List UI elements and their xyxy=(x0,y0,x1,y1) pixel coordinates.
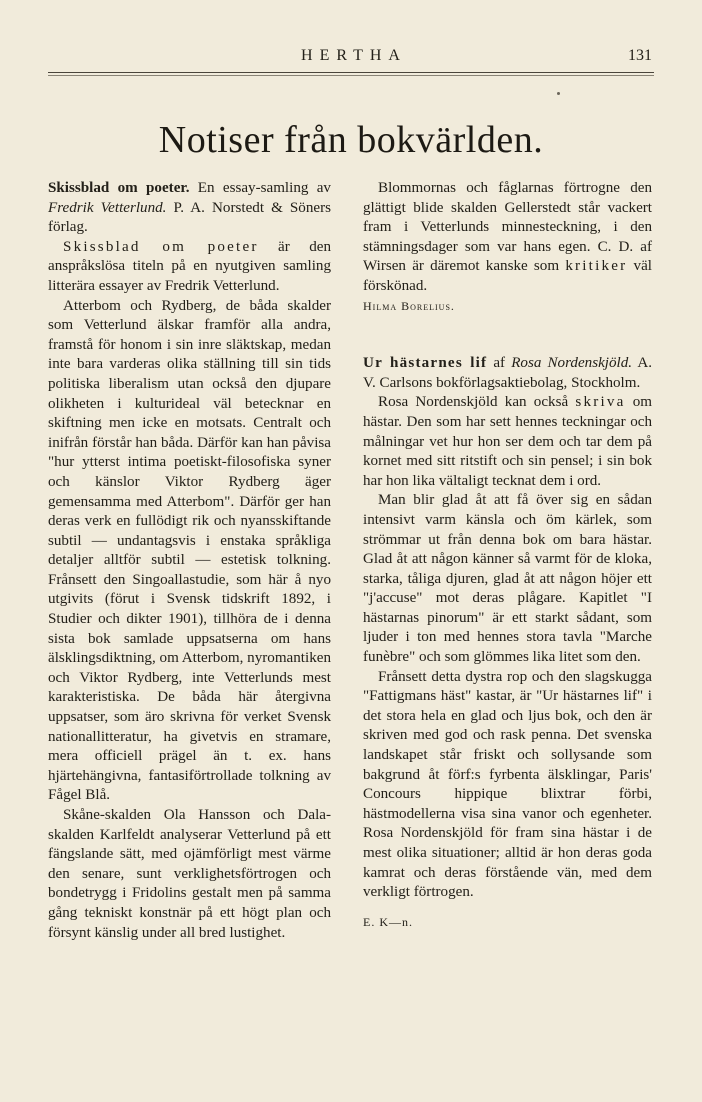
review-2-para1-a: Rosa Nordenskjöld kan också xyxy=(378,394,576,411)
continuation-a: Blommornas och fåglarnas förtrogne den glättigt blide skalden Gellerstedt står vackert fram i Vetterlunds minnesteckning, i den stämningsdager som var hans egen. C. D. af Wirsen är däremot kanske som xyxy=(363,180,652,275)
print-speck xyxy=(557,92,560,95)
left-column xyxy=(48,179,331,943)
review-1-paragraph-3: Skåne-skalden Ola Hansson och Dala-skalden Karlfeldt analyserar Vetterlund på ett fängslande sätt, med ojämförligt mest värme den senare, sunt verklighetsförtrogen och bondetrygg i Fridolins gestalt men på samma gång tekniskt konstnär på ett högt plan och försynt känslig under all bred lustighet. xyxy=(48,807,331,941)
review-1-paragraph-2: Atterbom och Rydberg, de båda skalder som Vetterlund älskar framför alla andra, framstå för honom i sin inre släktskap, medan inte bara varderas olika ställning till sin tids politiska liberalism utan också den djupare olikheten i kulturideal väl betecknar en skiftning men icke en motsats. Centralt och inifrån förstår han båda. Därför kan han påvisa "hur ytterst intima poetiskt-filosofiska syner och känslor Viktor Rydberg äger gemensamma med Atterbom". Därför ger han deras verk en fullödigt rik och nyansskiftande subtil — undantagsvis i enstaka språkliga detaljer alltför subtil — estetisk tolkning. Frånsett den Singoallastudie, som här å nyo utgivits (förut i Svensk tidskrift 1892, i Studier och dikter 1901), tillhöra de i denna sista bok samlade uppsatserna om hans älsklingsdiktning, om Atterbom, nyromantiken och Viktor Rydberg, inte Vetterlunds mest karakteristiska. De båda här återgivna uppsatser, som äro skrivna för verket Svensk nationallitteratur, ha givetvis en stramare, mera officiell prägel än t. ex. hans hjärtehängivna, fantasiförtrollade tolkning av Fågel Blå. xyxy=(48,297,331,804)
review-2-para1-spaced: skriva xyxy=(575,394,626,411)
review-1-desc-a: En essay-samling av xyxy=(189,180,331,196)
continuation-b: väl förskönad. xyxy=(363,258,652,294)
review-2-paragraph-3: Frånsett detta dystra rop och den slagskugga "Fattigmans häst" kastar, är "Ur hästarnes lif" i det stora hela en glad och ljus bok, och den är skriven med god och rask penna. Det svenska landskapet står friskt och sollysande som bakgrund åt förf:s fyrbenta älsklingar, Paris' Concours hippique blixtrar förbi, hästmodellerna visa sina vanor och egenheter. Rosa Nordenskjöld för fram sina hästar i de mest olika situationer; alltid är hon deras goda kamrat och deras förstående vän, med dem verkligt förtrogen. xyxy=(363,668,652,901)
review-1-para1-rest: är den anspråkslösa titeln på en nyutgiven samling litterära essayer av Fredrik Vetterlund. xyxy=(48,238,331,294)
review-2-para1-b: om hästar. Den som har sett hennes teckningar och målningar vet hur hon ser dem och tar dem på kornet med sitt ritstift och sin pensel; i sin bok har hon lika vältaligt tecknat dem i ord. xyxy=(363,394,653,489)
review-1-author: Fredrik Vetterlund. xyxy=(48,199,167,216)
header-rule xyxy=(48,72,654,73)
review-2-af: af xyxy=(487,355,512,372)
review-2-paragraph-2: Man blir glad åt att få över sig en sådan intensivt varm känsla och öm kärlek, som strömmar ut från denna bok om bara hästar. Glad åt att någon känner så varmt för de kloka, starka, tåliga djuren, glad åt att någon höjer ett "j'accuse" mot deras plågare. Kapitlet "I hästarnas pinorum" är ett starkt sådant, som ljuder i ton med hennes stora tavla "Marche funèbre" och som glömmes lika litet som den. xyxy=(363,492,652,666)
review-1-desc-b: P. A. Norstedt & Söners förlag. xyxy=(48,199,332,236)
signature-ek-n: E. K—n. xyxy=(363,914,413,929)
page-number: 131 xyxy=(628,47,652,64)
review-2-header xyxy=(363,354,652,393)
review-1-spaced-title: Skissblad om poeter xyxy=(63,238,259,255)
review-1-header xyxy=(48,179,331,238)
right-column xyxy=(363,179,652,932)
main-title: Notiser från bokvärlden. xyxy=(158,119,544,161)
signature-hilma-borelius: Hilma Borelius. xyxy=(363,298,455,313)
review-1-book-title: Skissblad om poeter. xyxy=(48,180,190,196)
continuation-spaced: kritiker xyxy=(565,258,628,275)
review-1-paragraph-1 xyxy=(48,238,331,297)
review-2-book-title: Ur hästarnes lif xyxy=(363,355,488,372)
header-rule-secondary xyxy=(48,75,654,76)
running-title: HERTHA xyxy=(301,47,407,64)
review-1-continuation xyxy=(363,179,652,297)
review-2-author: Rosa Nordenskjöld. xyxy=(511,355,633,372)
review-2-desc: A. V. Carlsons bokförlagsaktiebolag, Stockholm. xyxy=(363,355,652,391)
review-2-paragraph-1 xyxy=(363,393,652,491)
